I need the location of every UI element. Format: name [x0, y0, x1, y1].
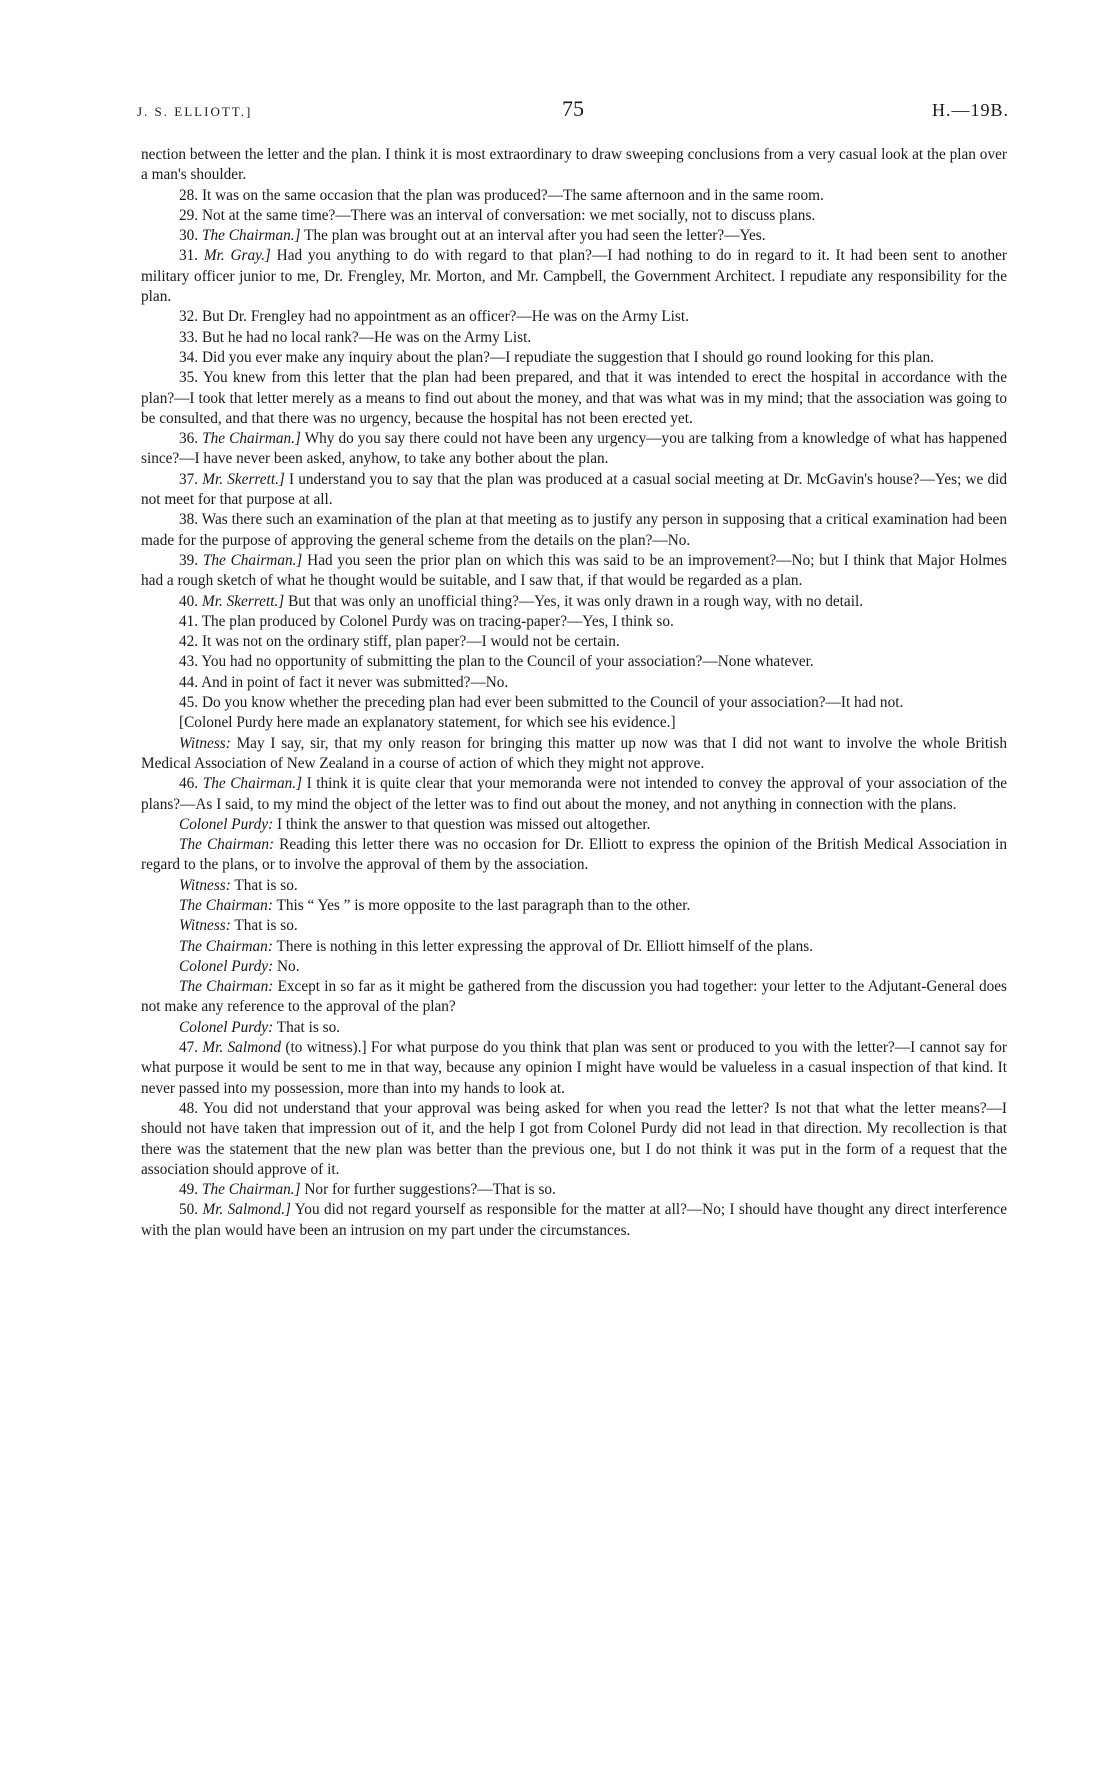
paragraph-text: Reading this letter there was no occasion for Dr. Elliott to express the opinion of the British Medical Association in regard to the plans, or to involve the approval of them by the association. [141, 836, 1008, 874]
paragraph-text: This “ Yes ” is more opposite to the last paragraph than to the other. [276, 896, 691, 914]
question-paragraph [141, 896, 1007, 916]
paragraph-text: I think the answer to that question was missed out altogether. [277, 815, 651, 833]
paragraph-text: The plan produced by Colonel Purdy was on tracing-paper?—Yes, I think so. [201, 612, 674, 630]
question-paragraph [141, 348, 1007, 368]
speaker-name: Mr. Skerrett.] [201, 592, 285, 610]
speaker-name: Colonel Purdy: [179, 957, 274, 975]
question-paragraph [141, 1099, 1007, 1180]
speaker-name: The Chairman: [179, 836, 275, 854]
speaker-name: The Chairman.] [201, 1181, 301, 1199]
question-number: 42. [179, 633, 199, 651]
page-number: 75 [562, 96, 584, 121]
question-paragraph [141, 510, 1007, 551]
question-paragraph [141, 937, 1007, 957]
question-paragraph [141, 774, 1007, 815]
question-number: 36. [179, 430, 199, 448]
question-paragraph [141, 957, 1007, 977]
paragraph-text: Not at the same time?—There was an interval of conversation: we met socially, not to discuss plans. [201, 206, 816, 224]
speaker-name: Mr. Skerrett.] [202, 470, 285, 488]
paper-reference: H.—19B. [931, 100, 1009, 120]
question-number: 47. [179, 1039, 199, 1057]
question-number: 43. [179, 653, 199, 671]
editorial-note [141, 713, 1007, 733]
question-paragraph [141, 1038, 1007, 1099]
paragraph-text: But Dr. Frengley had no appointment as an officer?—He was on the Army List. [201, 308, 689, 326]
question-paragraph [141, 551, 1007, 592]
question-number: 39. [179, 551, 199, 569]
question-paragraph [141, 835, 1007, 876]
paragraph-text: Why do you say there could not have been any urgency—you are talking from a knowledge of what has happened since?—I have never been asked, anyhow, to take any bother about the plan. [141, 430, 1007, 468]
paragraph-text: It was not on the ordinary stiff, plan paper?—I would not be certain. [201, 633, 620, 651]
question-number: 38. [179, 511, 199, 529]
paragraph-text: nection between the letter and the plan. I think it is most extraordinary to draw sweeping conclusions from a very casual look at the plan over a man's shoulder. [141, 146, 1007, 184]
question-paragraph [141, 186, 1007, 206]
paragraph-text: You had no opportunity of submitting the plan to the Council of your association?—None whatever. [201, 653, 814, 671]
question-paragraph [141, 693, 1007, 713]
question-paragraph [141, 876, 1007, 896]
question-number: 30. [179, 227, 199, 245]
question-paragraph [141, 429, 1007, 470]
question-number: 34. [179, 348, 199, 366]
question-paragraph [141, 673, 1007, 693]
question-paragraph [141, 1018, 1007, 1038]
question-paragraph [141, 226, 1007, 246]
paragraph-text: [Colonel Purdy here made an explanatory statement, for which see his evidence.] [179, 714, 676, 732]
question-number: 44. [179, 673, 199, 691]
paragraph-text: (to witness).] For what purpose do you think that plan was sent or produced to you with the letter?—I cannot say for what purpose it would be sent to me in that way, because any opinion I might have would be valueless in a casual inspection of that kind. It never passed into my possession, more than into my hands to look at. [141, 1039, 1008, 1097]
question-paragraph [141, 612, 1007, 632]
question-paragraph [141, 734, 1007, 775]
question-number: 28. [179, 186, 199, 204]
question-paragraph [141, 1200, 1007, 1241]
question-number: 48. [179, 1099, 199, 1117]
speaker-name: The Chairman.] [202, 551, 303, 569]
speaker-name: Colonel Purdy: [179, 1018, 274, 1036]
paragraph-text: It was on the same occasion that the plan was produced?—The same afternoon and in the same room. [201, 186, 824, 204]
speaker-name: The Chairman: [179, 896, 273, 914]
paragraph-text: No. [277, 957, 300, 975]
paragraph-text: Nor for further suggestions?—That is so. [304, 1181, 556, 1199]
question-paragraph [141, 652, 1007, 672]
paragraph-text: Did you ever make any inquiry about the plan?—I repudiate the suggestion that I should go round looking for this plan. [201, 348, 934, 366]
question-number: 29. [179, 206, 199, 224]
paragraph-text: That is so. [276, 1018, 341, 1036]
question-number: 49. [179, 1181, 199, 1199]
evidence-text [141, 145, 1007, 1241]
speaker-name: Colonel Purdy: [179, 815, 274, 833]
speaker-name: The Chairman.] [202, 430, 301, 448]
question-number: 32. [179, 308, 199, 326]
speaker-name: The Chairman.] [201, 227, 301, 245]
question-paragraph [141, 632, 1007, 652]
speaker-name: Mr. Salmond.] [202, 1201, 291, 1219]
paragraph-text: May I say, sir, that my only reason for bringing this matter up now was that I did not want to involve the whole British Medical Association of New Zealand in a course of action of which they might not approve. [141, 734, 1008, 772]
question-number: 37. [179, 470, 199, 488]
speaker-name: Witness: [179, 876, 231, 894]
question-paragraph [141, 246, 1007, 307]
question-paragraph [141, 916, 1007, 936]
speaker-name: The Chairman: [179, 937, 273, 955]
paragraph-text: You knew from this letter that the plan had been prepared, and that it was intended to erect the hospital in accordance with the plan?—I took that letter merely as a means to find out about the money, and that was what was in my mind; that the association was going to be consulted, and that there was no urgency, because the hospital has not been erected yet. [141, 369, 1007, 427]
question-paragraph [141, 470, 1007, 511]
question-paragraph [141, 815, 1007, 835]
speaker-name: Witness: [179, 734, 231, 752]
witness-name-header: J. S. ELLIOTT.] [137, 104, 253, 119]
question-paragraph [141, 307, 1007, 327]
paragraph-text: There is nothing in this letter expressing the approval of Dr. Elliott himself of the plans. [276, 937, 814, 955]
question-paragraph [141, 368, 1007, 429]
paragraph-text: I think it is quite clear that your memoranda were not intended to convey the approval of your association of the plans?—As I said, to my mind the object of the letter was to find out about the money, and not anything in connection with the plans. [141, 775, 1008, 813]
paragraph-text: That is so. [234, 917, 298, 935]
speaker-name: The Chairman: [179, 978, 274, 996]
question-number: 40. [179, 592, 199, 610]
question-paragraph [141, 206, 1007, 226]
paragraph-text: Had you anything to do with regard to that plan?—I had nothing to do in regard to it. It had been sent to another military officer junior to me, Dr. Frengley, Mr. Morton, and Mr. Campbell, the Government Architect. I repudiate any responsibility for the plan. [141, 247, 1008, 306]
paragraph-text: And in point of fact it never was submitted?—No. [201, 673, 509, 691]
question-paragraph [141, 328, 1007, 348]
speaker-name: The Chairman.] [202, 775, 303, 793]
question-number: 46. [179, 775, 199, 793]
paragraph-text: Had you seen the prior plan on which this was said to be an improvement?—No; but I think that Major Holmes had a rough sketch of what he thought would be suitable, and I saw that, if that would be regarded as a plan. [141, 551, 1007, 590]
question-number: 31. [179, 247, 199, 265]
question-paragraph [141, 592, 1007, 612]
paragraph-text: But he had no local rank?—He was on the Army List. [201, 328, 532, 346]
paragraph-text: I understand you to say that the plan was produced at a casual social meeting at Dr. McGavin's house?—Yes; we did not meet for that purpose at all. [141, 470, 1008, 509]
question-number: 50. [179, 1201, 199, 1219]
page-header [137, 96, 1009, 128]
speaker-name: Mr. Gray.] [203, 247, 271, 265]
paragraph-text: Except in so far as it might be gathered from the discussion you had together: your letter to the Adjutant-General does not make any reference to the approval of the plan? [141, 978, 1007, 1016]
question-number: 41. [179, 612, 199, 630]
question-paragraph [141, 977, 1007, 1018]
question-number: 45. [179, 694, 199, 712]
question-paragraph [141, 1180, 1007, 1200]
paragraph-text: You did not regard yourself as responsible for the matter at all?—No; I should have thought any direct interference with the plan would have been an intrusion on my part under the circumstances. [141, 1201, 1008, 1239]
paragraph-text: Was there such an examination of the plan at that meeting as to justify any person in supposing that a critical examination had been made for the purpose of approving the general scheme from the details on the plan?—No. [141, 511, 1007, 549]
paragraph-text: But that was only an unofficial thing?—Yes, it was only drawn in a rough way, with no detail. [288, 592, 864, 610]
question-number: 35. [179, 369, 199, 387]
paragraph-text: That is so. [234, 876, 298, 894]
paragraph-text: Do you know whether the preceding plan had ever been submitted to the Council of your association?—It had not. [201, 694, 904, 712]
speaker-name: Witness: [179, 917, 231, 935]
question-number: 33. [179, 328, 199, 346]
paragraph-text: You did not understand that your approval was being asked for when you read the letter? Is not that what the letter means?—I should not have taken that impression out of it, and the help I got from Colonel Purdy did not lead in that direction. My recollection is that there was the statement that the new plan was better than the previous one, but I do not think it was put in the form of a request that the association should approve of it. [141, 1099, 1007, 1178]
paragraph-text: The plan was brought out at an interval after you had seen the letter?—Yes. [304, 227, 766, 245]
speaker-name: Mr. Salmond [202, 1039, 282, 1057]
continued-paragraph [141, 145, 1007, 186]
